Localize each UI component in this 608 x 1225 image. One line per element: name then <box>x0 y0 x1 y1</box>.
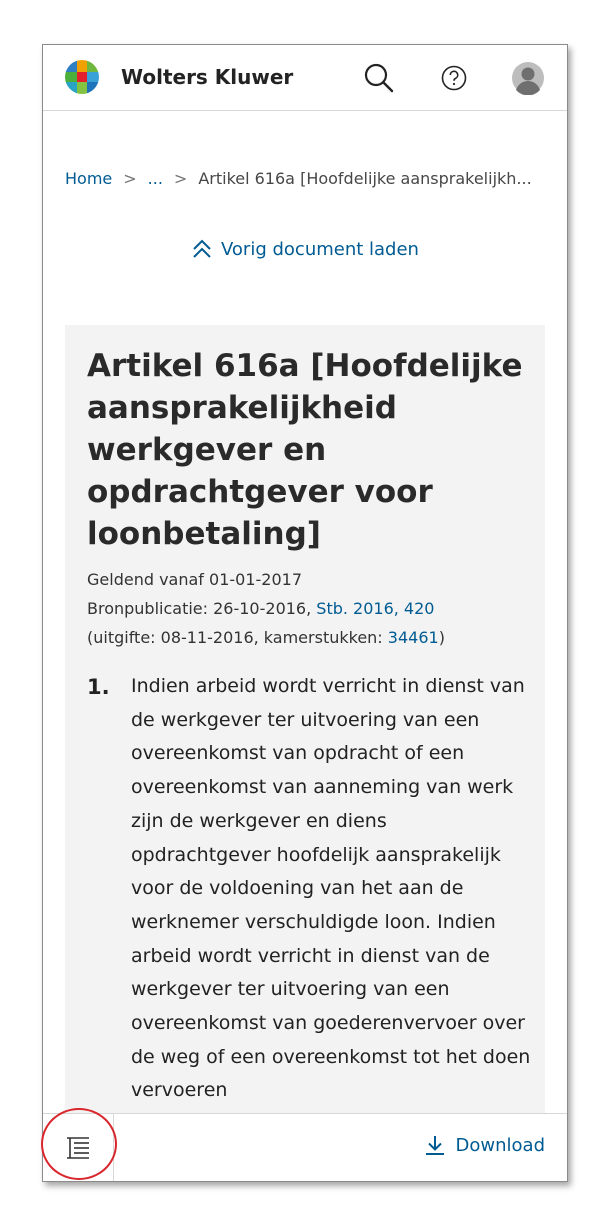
document-title: Artikel 616a [Hoofdelijke aansprakelijkheid werkgever en opdrachtgever voor loonbetaling] <box>87 348 523 552</box>
kamerstukken-link[interactable]: 34461 <box>387 628 439 647</box>
source-publication <box>87 594 445 623</box>
wolters-kluwer-logo[interactable] <box>65 60 99 94</box>
valid-from: Geldend vanaf 01-01-2017 <box>87 570 302 589</box>
breadcrumb <box>65 169 532 188</box>
double-chevron-up-icon <box>191 238 213 260</box>
search-icon[interactable] <box>360 59 398 97</box>
document-card <box>65 325 545 1125</box>
issue-suffix: ) <box>438 628 445 647</box>
highlight-circle <box>41 1108 117 1180</box>
source-link[interactable]: Stb. 2016, 420 <box>316 599 435 618</box>
issue-prefix: (uitgifte: 08-11-2016, kamerstukken: <box>87 628 388 647</box>
download-icon <box>424 1134 446 1156</box>
app-frame <box>42 44 568 1182</box>
breadcrumb-ellipsis[interactable]: ... <box>147 169 163 188</box>
brand-name: Wolters Kluwer <box>121 65 294 89</box>
download-button[interactable] <box>424 1134 545 1156</box>
load-previous-document-link[interactable] <box>191 238 419 260</box>
breadcrumb-separator: > <box>123 169 137 188</box>
breadcrumb-separator: > <box>173 169 188 188</box>
download-label: Download <box>455 1134 545 1156</box>
user-avatar-icon[interactable] <box>509 59 547 97</box>
issue-info <box>87 623 445 652</box>
paragraph-text: Indien arbeid wordt verricht in dienst van de werkgever ter uitvoering van een overeenkomst van opdracht of een overeenkomst van aanneming van werk zijn de werkgever en diens opdrachtgever hoofdelijk aansprakelijk voor de voldoening van het aan de werknemer verschuldigde loon. Indien arbeid wordt verricht in dienst van de werkgever ter uitvoering van een overeenkomst van goederenvervoer over de weg of een overeenkomst tot het doen vervoeren <box>131 675 531 1102</box>
breadcrumb-home[interactable]: Home <box>65 169 113 188</box>
breadcrumb-current: Artikel 616a [Hoofdelijke aansprakelijkh... <box>198 169 532 188</box>
header <box>43 45 567 111</box>
source-label: Bronpublicatie: 26-10-2016, <box>87 599 317 618</box>
help-icon[interactable] <box>435 59 473 97</box>
paragraph-number: 1. <box>87 675 110 699</box>
footer-bar <box>43 1113 567 1182</box>
load-previous-document-label: Vorig document laden <box>221 238 419 260</box>
document-meta <box>87 565 445 652</box>
